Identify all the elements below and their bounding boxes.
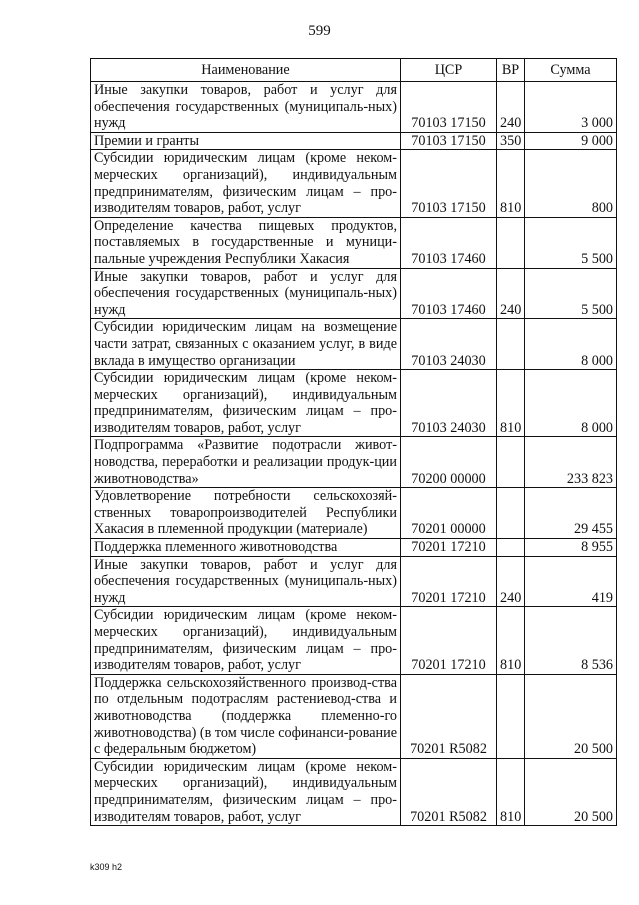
row-vr [497,319,525,370]
table-header-row [91,59,617,82]
row-sum: 5 500 [525,217,617,268]
row-name: Субсидии юридическим лицам (кроме неком-мерческих организаций), индивидуальным предпринимателям, физическим лицам – про-изводителям товаров, работ, услуг [91,607,401,674]
row-name: Субсидии юридическим лицам на возмещение части затрат, связанных с оказанием услуг, в виде вклада в имущество организации [91,319,401,370]
row-name: Удовлетворение потребности сельскохозяй-ственных товаропроизводителей Республики Хакасия в племенной продукции (материале) [91,488,401,539]
row-csr: 70200 00000 [401,437,497,488]
row-csr: 70103 24030 [401,319,497,370]
row-sum: 3 000 [525,82,617,133]
row-sum: 8 000 [525,370,617,437]
row-sum: 800 [525,150,617,217]
row-csr: 70201 R5082 [401,674,497,758]
row-sum: 419 [525,556,617,607]
row-sum: 20 500 [525,758,617,825]
header-name: Наименование [91,59,401,82]
row-sum: 5 500 [525,268,617,319]
table-row [91,150,617,217]
header-sum: Сумма [525,59,617,82]
row-vr [497,217,525,268]
row-vr: 350 [497,132,525,150]
table-row [91,539,617,557]
row-name: Иные закупки товаров, работ и услуг для обеспечения государственных (муниципаль-ных) нужд [91,82,401,133]
row-sum: 8 536 [525,607,617,674]
row-sum: 8 000 [525,319,617,370]
row-name: Поддержка сельскохозяйственного производ-ства по отдельным подотраслям растениевод-ства и животноводства (поддержка племенно-го животноводства) (в том числе софинанси-рование с федеральным бюджетом) [91,674,401,758]
row-vr: 810 [497,758,525,825]
row-vr: 810 [497,607,525,674]
row-name: Поддержка племенного животноводства [91,539,401,557]
row-name: Субсидии юридическим лицам (кроме неком-мерческих организаций), индивидуальным предпринимателям, физическим лицам – про-изводителям товаров, работ, услуг [91,758,401,825]
budget-table [90,58,617,826]
table-row [91,607,617,674]
row-name: Субсидии юридическим лицам (кроме неком-мерческих организаций), индивидуальным предпринимателям, физическим лицам – про-изводителям товаров, работ, услуг [91,150,401,217]
table-row [91,82,617,133]
row-sum: 29 455 [525,488,617,539]
row-name: Иные закупки товаров, работ и услуг для обеспечения государственных (муниципаль-ных) нужд [91,268,401,319]
table-row [91,132,617,150]
row-name: Премии и гранты [91,132,401,150]
row-csr: 70103 17460 [401,268,497,319]
row-csr: 70103 17150 [401,150,497,217]
row-vr: 240 [497,556,525,607]
row-csr: 70103 24030 [401,370,497,437]
table-row [91,437,617,488]
row-csr: 70201 17210 [401,607,497,674]
row-sum: 8 955 [525,539,617,557]
row-vr: 810 [497,370,525,437]
row-sum: 233 823 [525,437,617,488]
row-csr: 70103 17150 [401,132,497,150]
row-vr [497,674,525,758]
row-sum: 20 500 [525,674,617,758]
row-csr: 70103 17150 [401,82,497,133]
table-row [91,217,617,268]
page-number: 599 [308,23,331,39]
table-row [91,319,617,370]
row-vr: 240 [497,268,525,319]
row-name: Подпрограмма «Развитие подотрасли живот-новодства, переработки и реализации продук-ции животноводства» [91,437,401,488]
row-name: Определение качества пищевых продуктов, поставляемых в государственные и муници-пальные учреждения Республики Хакасия [91,217,401,268]
row-csr: 70103 17460 [401,217,497,268]
row-csr: 70201 17210 [401,539,497,557]
row-csr: 70201 17210 [401,556,497,607]
table-row [91,488,617,539]
header-csr: ЦСР [401,59,497,82]
row-vr [497,539,525,557]
row-vr [497,488,525,539]
table-row [91,674,617,758]
row-vr [497,437,525,488]
row-csr: 70201 00000 [401,488,497,539]
table-row [91,370,617,437]
table-row [91,758,617,825]
header-vr: ВР [497,59,525,82]
footer-code: k309 h2 [90,862,123,872]
row-vr: 240 [497,82,525,133]
table-row [91,556,617,607]
row-csr: 70201 R5082 [401,758,497,825]
row-name: Субсидии юридическим лицам (кроме неком-мерческих организаций), индивидуальным предпринимателям, физическим лицам – про-изводителям товаров, работ, услуг [91,370,401,437]
row-vr: 810 [497,150,525,217]
table-row [91,268,617,319]
row-sum: 9 000 [525,132,617,150]
row-name: Иные закупки товаров, работ и услуг для обеспечения государственных (муниципаль-ных) нужд [91,556,401,607]
